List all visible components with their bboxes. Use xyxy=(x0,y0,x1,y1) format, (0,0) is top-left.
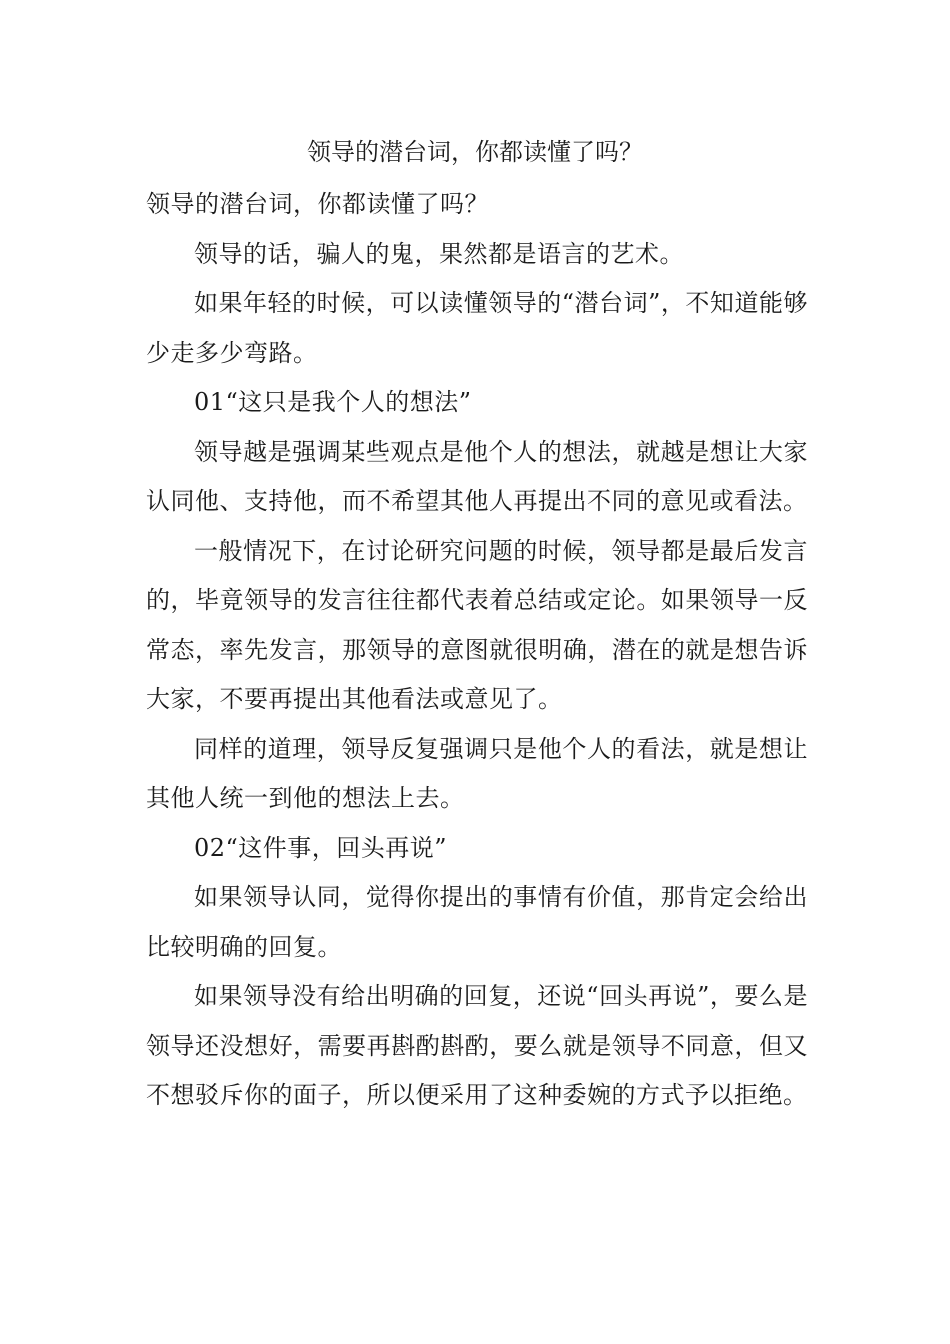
paragraph: 一般情况下，在讨论研究问题的时候，领导都是最后发言的，毕竟领导的发言往往都代表着总结或定论。如果领导一反常态，率先发言，那领导的意图就很明确，潜在的就是想告诉大家，不要再提出其他看法或意见了。 xyxy=(146,536,808,713)
section-heading-02: 02“这件事，回头再说” xyxy=(194,833,448,862)
paragraph: 领导越是强调某些观点是他个人的想法，就越是想让大家认同他、支持他，而不希望其他人再提出不同的意见或看法。 xyxy=(146,437,808,515)
paragraph: 如果领导认同，觉得你提出的事情有价值，那肯定会给出比较明确的回复。 xyxy=(146,883,808,961)
paragraph: 如果年轻的时候，可以读懂领导的“潜台词”，不知道能够少走多少弯路。 xyxy=(146,289,808,367)
paragraph: 如果领导没有给出明确的回复，还说“回头再说”，要么是领导还没想好，需要再斟酌斟酌，要么就是领导不同意，但又不想驳斥你的面子，所以便采用了这种委婉的方式予以拒绝。 xyxy=(146,982,808,1109)
paragraph-subtitle: 领导的潜台词，你都读懂了吗？ xyxy=(146,190,489,218)
section-heading-01: 01“这只是我个人的想法” xyxy=(194,388,472,416)
paragraph: 领导的话，骗人的鬼，果然都是语言的艺术。 xyxy=(194,239,684,268)
document-body xyxy=(146,180,808,1121)
paragraph: 同样的道理，领导反复强调只是他个人的看法，就是想让其他人统一到他的想法上去。 xyxy=(146,734,808,812)
document-title: 领导的潜台词，你都读懂了吗？ xyxy=(307,138,643,166)
